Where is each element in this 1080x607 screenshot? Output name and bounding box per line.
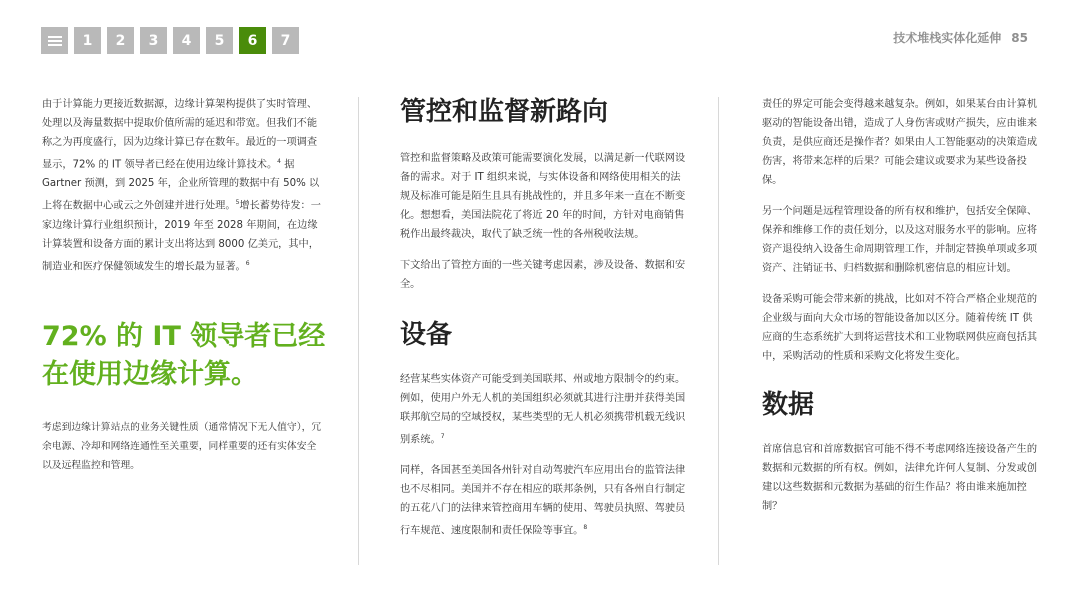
column-1 (42, 95, 326, 475)
liability-paragraph: 责任的界定可能会变得越来越复杂。例如，如果某台由计算机驱动的智能设备出错，造成了人身伤害或财产损失，应由谁来负责，是供应商还是操作者？如果由人工智能驱动的决策造成伤害，将带来怎样的后果？可能会建议或要求为某些设备投保。 (762, 99, 1038, 186)
data-heading: 数据 (762, 390, 815, 420)
footnote-ref-5[interactable]: 5 (235, 199, 240, 207)
devices-paragraph (400, 370, 690, 449)
ownership-paragraph: 另一个问题是远程管理设备的所有权和维护，包括安全保障、保养和维修工作的责任划分，以及这对服务水平的影响。应将资产退役纳入设备生命周期管理工作，并制定替换单项或多项资产、注销证书、归档数据和删除机密信息的相应计划。 (762, 206, 1038, 274)
menu-icon (48, 34, 62, 48)
footnote-ref-7[interactable]: 7 (440, 433, 445, 440)
data-paragraph: 首席信息官和首席数据官可能不得不考虑网络连接设备产生的数据和元数据的所有权。例如，法律允许何人复制、分发或创建以这些数据和元数据为基础的衍生作品？将由谁来施加控制？ (762, 444, 1038, 512)
governance-paragraph: 管控和监督策略及政策可能需要演化发展，以满足新一代联网设备的需求。对于 IT 组织来说，与实体设备和网络使用相关的法规及标准可能是陌生且具有挑战性的，并且多年来一直在不断变化。想想看，美国法院花了将近 20 年的时间，方针对电商销售税作出最终裁决，取代了缺乏统一性的各州税收法规。 (400, 153, 686, 240)
intro-text-a: 由于计算能力更接近数据源，边缘计算架构提供了实时管理、处理以及海量数据中提取价值所需的延迟和带宽。但我们不能称之为再度盛行，因为边缘计算已存在数年。最近的一项调查显示，72% 的 IT 领导者已经在使用边缘计算技术。 (42, 99, 318, 171)
pull-quote: 72% 的 IT 领导者已经在使用边缘计算。 (42, 321, 326, 391)
intro-paragraph (42, 95, 326, 276)
running-header (893, 29, 1028, 46)
autonomous-text: 同样，各国甚至美国各州针对自动驾驶汽车应用出台的监管法律也不尽相同。美国并不存在相应的联邦条例，只有各州自行制定的五花八门的法律来管控商用车辆的使用、驾驶员执照、驾驶员行车规范、速度限制和责任保险等事宜。 (400, 465, 686, 537)
page-number: 85 (1011, 31, 1028, 45)
intro-text-c: 增长蓄势待发：一家边缘计算行业组织预计，2019 年至 2028 年期间，在边缘计算装置和设备方面的累计支出将达到 8000 亿美元，其中，制造业和医疗保健领域发生的增长最为显著。 (42, 200, 321, 273)
page-tab-7[interactable]: 7 (272, 27, 299, 54)
procurement-paragraph: 设备采购可能会带来新的挑战，比如对不符合严格企业规范的企业级与面向大众市场的智能设备加以区分。随着传统 IT 供应商的生态系统扩大到将运营技术和工业物联网供应商包括其中，采购活动的性质和采购文化将发生变化。 (762, 294, 1038, 362)
page-tab-2[interactable]: 2 (107, 27, 134, 54)
page-tab-4[interactable]: 4 (173, 27, 200, 54)
page-tab-1[interactable]: 1 (74, 27, 101, 54)
edge-note-paragraph: 考虑到边缘计算站点的业务关键性质（通常情况下无人值守），冗余电源、冷却和网络连通性至关重要，同样重要的还有实体安全以及远程监控和管理。 (42, 422, 322, 472)
intro-text-b: 据 Gartner 预测，到 2025 年，企业所管理的数据中有 50% 以上将在数据中心或云之外创建并进行处理。 (42, 159, 320, 212)
column-3 (762, 95, 1038, 528)
devices-heading: 设备 (400, 320, 453, 350)
footnote-ref-6[interactable]: 6 (245, 259, 250, 267)
considerations-paragraph: 下文给出了管控方面的一些关键考虑因素，涉及设备、数据和安全。 (400, 260, 686, 290)
section-title: 技术堆栈实体化延伸 (893, 31, 1002, 45)
column-divider-2 (718, 97, 719, 565)
column-2 (400, 95, 690, 553)
page-tab-3[interactable]: 3 (140, 27, 167, 54)
governance-heading: 管控和监督新路向 (400, 97, 609, 127)
autonomous-vehicles-paragraph (400, 461, 690, 540)
footnote-ref-4[interactable]: 4 (277, 158, 281, 165)
menu-button[interactable] (41, 27, 68, 54)
devices-text: 经营某些实体资产可能受到美国联邦、州或地方限制令的约束。例如，使用户外无人机的美国组织必须就其进行注册并获得美国联邦航空局的空域授权，某些类型的无人机必须携带机载无线识别系统。 (400, 374, 686, 446)
page-tab-5[interactable]: 5 (206, 27, 233, 54)
footnote-ref-8[interactable]: 8 (583, 524, 588, 532)
page-nav (41, 27, 299, 54)
page-tab-6-active[interactable]: 6 (239, 27, 266, 54)
column-divider-1 (358, 97, 359, 565)
